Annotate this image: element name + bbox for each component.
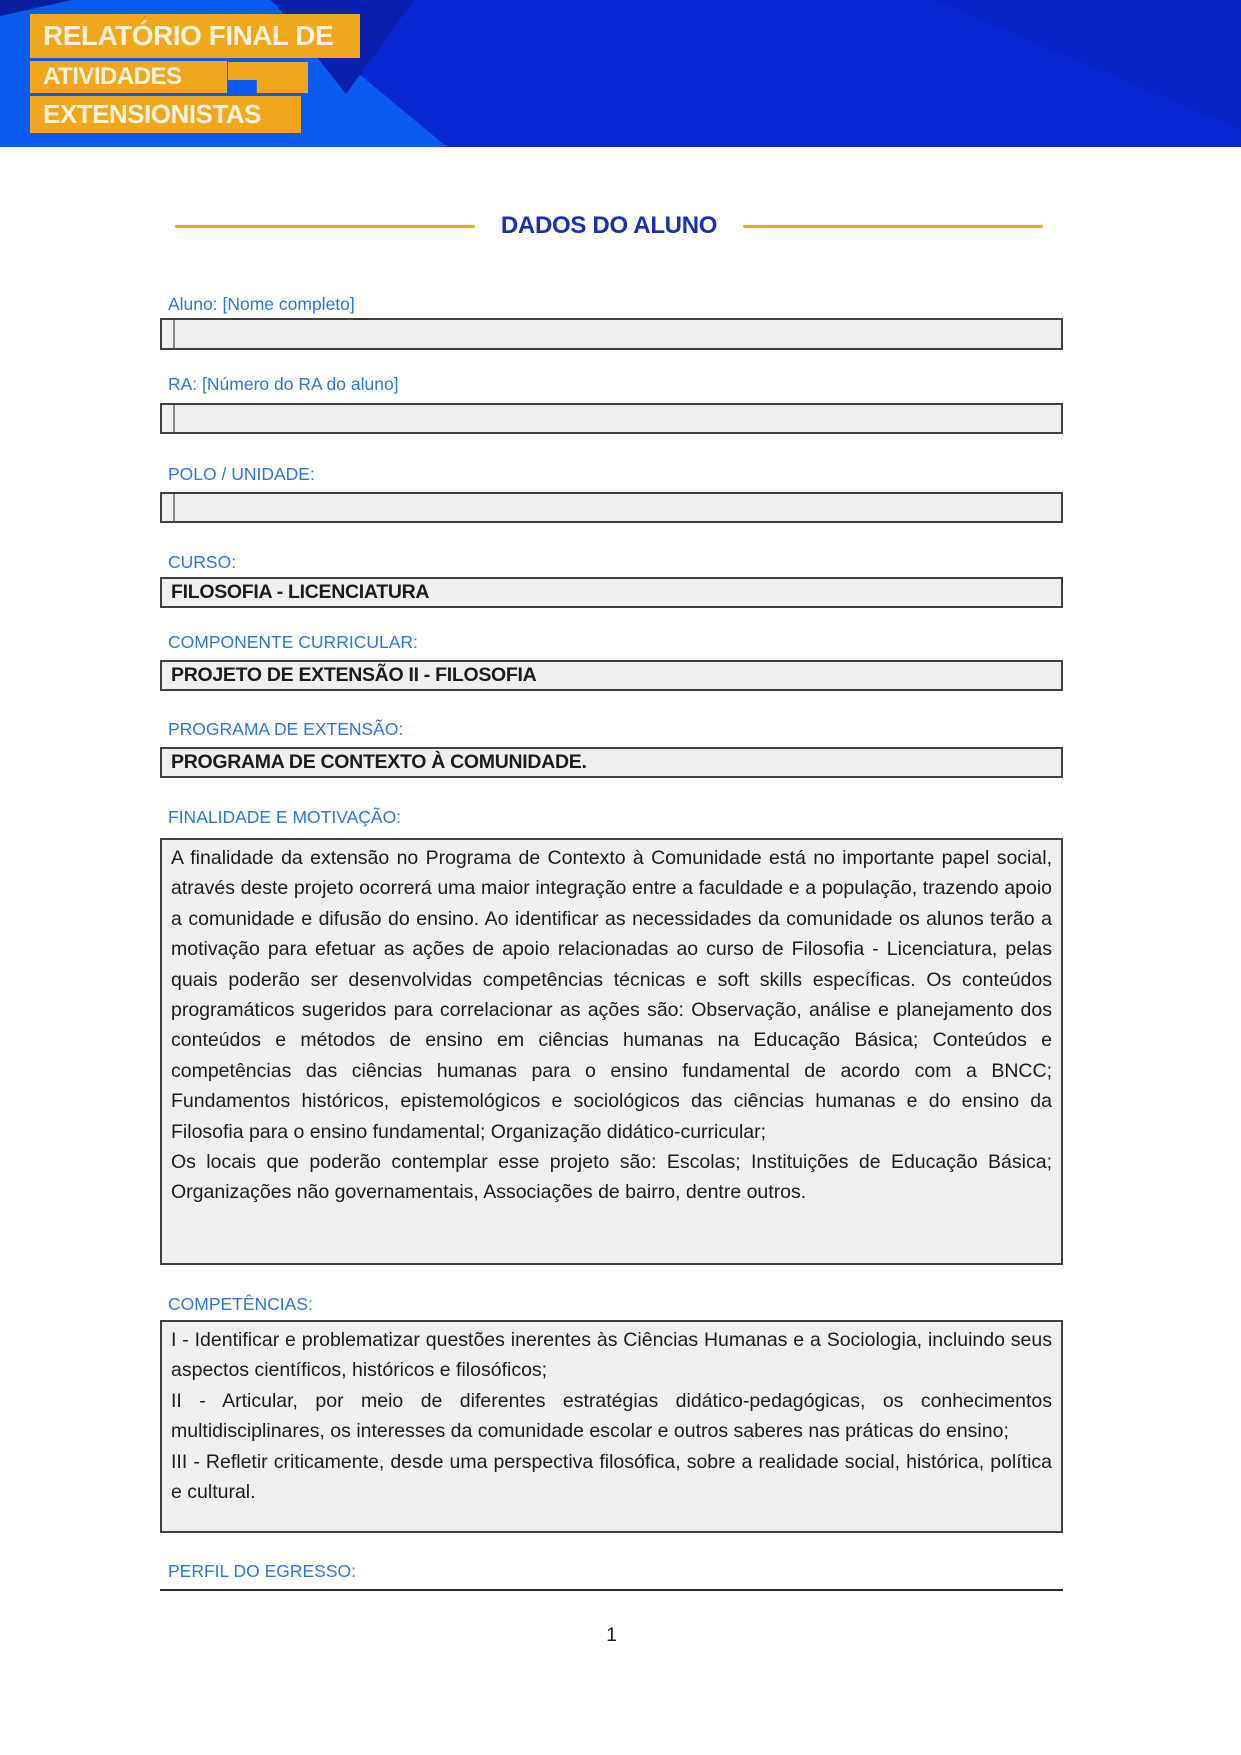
- field-label-polo-unidade: POLO / UNIDADE:: [168, 464, 315, 484]
- finalidade-paragraph-2: Os locais que poderão contemplar esse projeto são: Escolas; Instituições de Educação Básica; Organizações não governamentais, Associações de bairro, dentre outros.: [171, 1151, 1052, 1204]
- field-label-programa-extensao: PROGRAMA DE EXTENSÃO:: [168, 719, 404, 739]
- page-title: DADOS DO ALUNO: [500, 212, 718, 239]
- banner-title-text-1: RELATÓRIO FINAL DE: [43, 20, 334, 51]
- section-title-row: [160, 206, 1063, 246]
- field-input-ra[interactable]: [160, 403, 1063, 434]
- field-label-aluno: Aluno: [Nome completo]: [168, 294, 355, 314]
- section-label-competencias: COMPETÊNCIAS:: [168, 1294, 313, 1314]
- field-value-programa-extensao: PROGRAMA DE CONTEXTO À COMUNIDADE.: [160, 747, 1063, 778]
- field-value-curso: FILOSOFIA - LICENCIATURA: [160, 577, 1063, 608]
- finalidade-paragraph-1: A finalidade da extensão no Programa de Contexto à Comunidade está no importante papel social, através deste projeto ocorrerá uma maior integração entre a faculdade e a população, trazendo apoio a comunidade e difusão do ensino. Ao identificar as necessidades da comunidade os alunos terão a motivação para efetuar as ações de apoio relacionadas ao curso de Filosofia - Licenciatura, pelas quais poderão ser desenvolvidas competências técnicas e soft skills específicas. Os conteúdos programáticos sugeridos para correlacionar as ações são: Observação, análise e planejamento dos conteúdos e métodos de ensino em ciências humanas na Educação Básica; Conteúdos e competências das ciências humanas para o ensino fundamental de acordo com a BNCC; Fundamentos históricos, epistemológicos e sociológicos das ciências humanas e do ensino da Filosofia para o ensino fundamental; Organização didático-curricular;: [171, 847, 1052, 1143]
- field-input-polo-unidade[interactable]: [160, 492, 1063, 523]
- banner-title-text-2: ATIVIDADES: [43, 63, 182, 90]
- competencia-item-3: III - Refletir criticamente, desde uma perspectiva filosófica, sobre a realidade social, histórica, política e cultural.: [171, 1450, 1052, 1504]
- page-number: 1: [606, 1625, 617, 1646]
- section-label-perfil-egresso: PERFIL DO EGRESSO:: [168, 1561, 357, 1581]
- perfil-egresso-top-border: [160, 1589, 1063, 1591]
- field-label-componente-curricular: COMPONENTE CURRICULAR:: [168, 632, 418, 652]
- title-rule-left: [175, 225, 475, 228]
- banner-title-line-3: [30, 96, 301, 133]
- report-banner: [0, 0, 1241, 147]
- field-input-aluno[interactable]: [160, 318, 1063, 350]
- banner-title-text-3: EXTENSIONISTAS: [43, 99, 261, 129]
- section-text-competencias: [160, 1320, 1063, 1533]
- competencia-item-2: II - Articular, por meio de diferentes estratégias didático-pedagógicas, os conhecimentos multidisciplinares, os interesses da comunidade escolar e outros saberes nas práticas do ensino;: [171, 1389, 1052, 1443]
- competencia-item-1: I - Identificar e problematizar questões inerentes às Ciências Humanas e a Sociologia, incluindo seus aspectos científicos, históricos e filosóficos;: [171, 1329, 1052, 1382]
- section-text-finalidade-motivacao: [160, 838, 1063, 1265]
- field-value-componente-curricular: PROJETO DE EXTENSÃO II - FILOSOFIA: [160, 660, 1063, 691]
- field-label-curso: CURSO:: [168, 552, 237, 572]
- section-label-finalidade-motivacao: FINALIDADE E MOTIVAÇÃO:: [168, 807, 402, 827]
- banner-title-line-1: [30, 14, 360, 58]
- title-rule-right: [743, 225, 1043, 228]
- banner-title-line-2: [30, 61, 227, 93]
- field-label-ra: RA: [Número do RA do aluno]: [168, 374, 399, 394]
